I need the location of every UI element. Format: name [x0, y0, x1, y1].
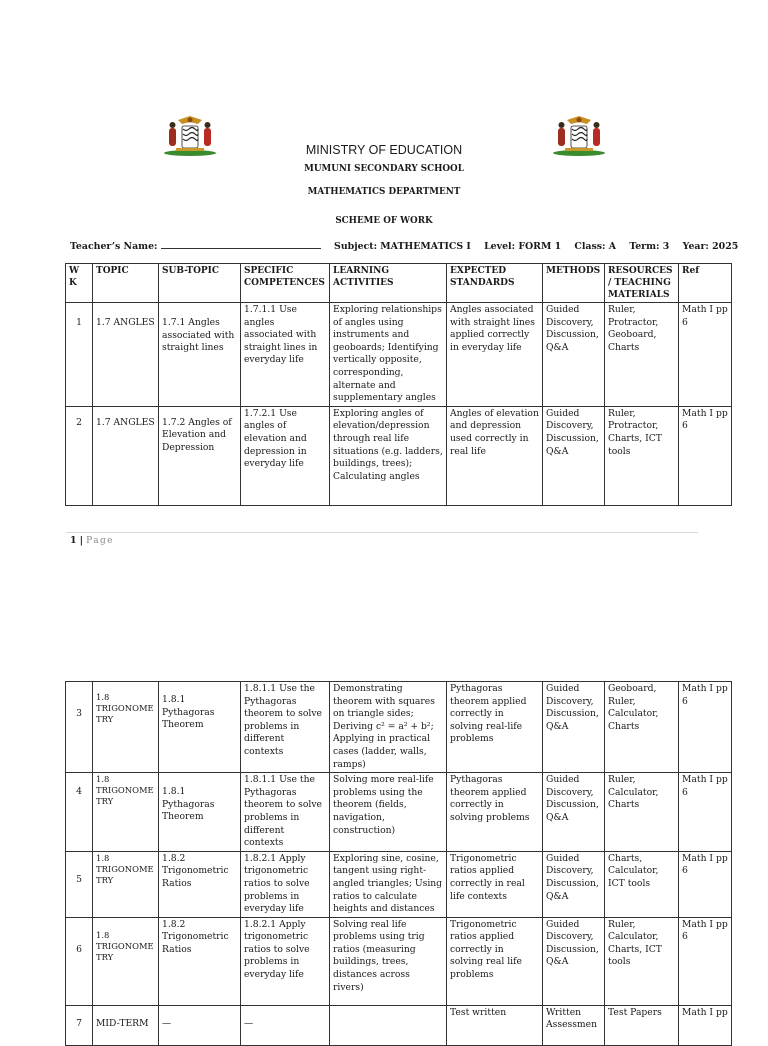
cell-resources: Geoboard, Ruler, Calculator, Charts — [605, 682, 679, 773]
cell-standards: Pythagoras theorem applied correctly in solving problems — [447, 773, 543, 852]
cell-wk: 4 — [66, 773, 93, 852]
cell-topic: 1.7 ANGLES — [93, 406, 159, 505]
col-header-competences: SPECIFIC COMPETENCES — [241, 264, 330, 303]
table-row — [66, 773, 732, 852]
cell-competence: — — [241, 1005, 330, 1045]
info-row — [70, 239, 739, 252]
cell-activities: Solving more real-life problems using the theorem (fields, navigation, construction) — [330, 773, 447, 852]
cell-competence: 1.7.2.1 Use angles of elevation and depression in everyday life — [241, 406, 330, 505]
cell-wk: 5 — [66, 851, 93, 917]
cell-standards: Test written — [447, 1005, 543, 1045]
col-header-ref: Ref — [679, 264, 732, 303]
cell-ref: Math I pp 6 — [679, 303, 732, 407]
col-header-resources: RESOURCES / TEACHING MATERIALS — [605, 264, 679, 303]
cell-topic: MID-TERM — [93, 1005, 159, 1045]
cell-resources: Ruler, Calculator, Charts — [605, 773, 679, 852]
level-label: Level: FORM 1 — [484, 241, 562, 252]
cell-topic: 1.7 ANGLES — [93, 303, 159, 407]
document-title: SCHEME OF WORK — [335, 216, 433, 226]
cell-ref: Math I pp 6 — [679, 406, 732, 505]
cell-wk: 7 — [66, 1005, 93, 1045]
scheme-table-page1 — [65, 263, 732, 506]
cell-standards: Pythagoras theorem applied correctly in solving real-life problems — [447, 682, 543, 773]
cell-activities: Exploring relationships of angles using instruments and geoboards; Identifying vertically opposite, corresponding, alternate and supplementary angles — [330, 303, 447, 407]
cell-activities: Demonstrating theorem with squares on triangle sides; Deriving c² = a² + b²; Applying in practical cases (ladder, walls, ramps) — [330, 682, 447, 773]
cell-resources: Charts, Calculator, ICT tools — [605, 851, 679, 917]
table-row — [66, 682, 732, 773]
cell-subtopic: 1.8.2 Trigonometric Ratios — [159, 851, 241, 917]
cell-subtopic: — — [159, 1005, 241, 1045]
cell-ref: Math I pp 6 — [679, 851, 732, 917]
table-row — [66, 303, 732, 407]
cell-standards: Trigonometric ratios applied correctly in real life contexts — [447, 851, 543, 917]
table-row — [66, 851, 732, 917]
cell-subtopic: 1.7.1 Angles associated with straight lines — [159, 303, 241, 407]
page-word: Page — [86, 536, 114, 546]
cell-activities: Exploring sine, cosine, tangent using right-angled triangles; Using ratios to calculate heights and distances — [330, 851, 447, 917]
cell-standards: Angles of elevation and depression used correctly in real life — [447, 406, 543, 505]
col-header-subtopic: SUB-TOPIC — [159, 264, 241, 303]
cell-resources: Test Papers — [605, 1005, 679, 1045]
class-label: Class: A — [574, 241, 617, 252]
cell-resources: Ruler, Protractor, Charts, ICT tools — [605, 406, 679, 505]
col-header-topic: TOPIC — [93, 264, 159, 303]
year-label: Year: 2025 — [682, 241, 739, 252]
col-header-wk: W K — [66, 264, 93, 303]
cell-ref: Math I pp 6 — [679, 917, 732, 1005]
teacher-label: Teacher’s Name: — [70, 241, 158, 252]
page-number: 1 — [70, 535, 77, 546]
cell-wk: 1 — [66, 303, 93, 407]
ministry-heading: MINISTRY OF EDUCATION — [305, 143, 463, 157]
cell-methods: Guided Discovery, Discussion, Q&A — [543, 773, 605, 852]
table-row — [66, 1005, 732, 1045]
cell-wk: 2 — [66, 406, 93, 505]
cell-resources: Ruler, Calculator, Charts, ICT tools — [605, 917, 679, 1005]
cell-activities — [330, 1005, 447, 1045]
cell-standards: Angles associated with straight lines applied correctly in everyday life — [447, 303, 543, 407]
table-header-row — [66, 264, 732, 303]
term-label: Term: 3 — [629, 241, 670, 252]
cell-resources: Ruler, Protractor, Geoboard, Charts — [605, 303, 679, 407]
table-row — [66, 406, 732, 505]
teacher-name-blank — [161, 239, 321, 249]
page-footer — [70, 535, 114, 546]
cell-competence: 1.8.1.1 Use the Pythagoras theorem to solve problems in different contexts — [241, 682, 330, 773]
school-name: MUMUNI SECONDARY SCHOOL — [304, 164, 464, 174]
cell-methods: Guided Discovery, Discussion, Q&A — [543, 682, 605, 773]
cell-activities: Solving real life problems using trig ratios (measuring buildings, trees, distances across rivers) — [330, 917, 447, 1005]
cell-ref: Math I pp 6 — [679, 773, 732, 852]
col-header-activities: LEARNING ACTIVITIES — [330, 264, 447, 303]
cell-subtopic: 1.8.1 Pythagoras Theorem — [159, 773, 241, 852]
cell-competence: 1.8.2.1 Apply trigonometric ratios to solve problems in everyday life — [241, 851, 330, 917]
table-row — [66, 917, 732, 1005]
cell-ref: Math I pp 6 — [679, 682, 732, 773]
cell-subtopic: 1.8.1 Pythagoras Theorem — [159, 682, 241, 773]
cell-methods: Written Assessmen — [543, 1005, 605, 1045]
page-separator: | — [79, 535, 84, 546]
cell-subtopic: 1.8.2 Trigonometric Ratios — [159, 917, 241, 1005]
cell-competence: 1.7.1.1 Use angles associated with straight lines in everyday life — [241, 303, 330, 407]
scheme-table-page2 — [65, 681, 732, 1046]
cell-competence: 1.8.2.1 Apply trigonometric ratios to solve problems in everyday life — [241, 917, 330, 1005]
cell-topic: 1.8 TRIGONOME TRY — [93, 917, 159, 1005]
cell-subtopic: 1.7.2 Angles of Elevation and Depression — [159, 406, 241, 505]
subject-label: Subject: MATHEMATICS I — [334, 241, 471, 252]
cell-standards: Trigonometric ratios applied correctly in solving real life problems — [447, 917, 543, 1005]
cell-methods: Guided Discovery, Discussion, Q&A — [543, 851, 605, 917]
department-name: MATHEMATICS DEPARTMENT — [307, 187, 461, 197]
cell-wk: 3 — [66, 682, 93, 773]
cell-activities: Exploring angles of elevation/depression through real life situations (e.g. ladders, buildings, trees); Calculating angles — [330, 406, 447, 505]
footer-divider — [66, 532, 698, 533]
col-header-methods: METHODS — [543, 264, 605, 303]
cell-wk: 6 — [66, 917, 93, 1005]
col-header-standards: EXPECTED STANDARDS — [447, 264, 543, 303]
cell-topic: 1.8 TRIGONOME TRY — [93, 851, 159, 917]
cell-methods: Guided Discovery, Discussion, Q&A — [543, 917, 605, 1005]
cell-ref: Math I pp — [679, 1005, 732, 1045]
cell-topic: 1.8 TRIGONOME TRY — [93, 773, 159, 852]
cell-methods: Guided Discovery, Discussion, Q&A — [543, 406, 605, 505]
cell-topic: 1.8 TRIGONOME TRY — [93, 682, 159, 773]
cell-methods: Guided Discovery, Discussion, Q&A — [543, 303, 605, 407]
cell-competence: 1.8.1.1 Use the Pythagoras theorem to solve problems in different contexts — [241, 773, 330, 852]
